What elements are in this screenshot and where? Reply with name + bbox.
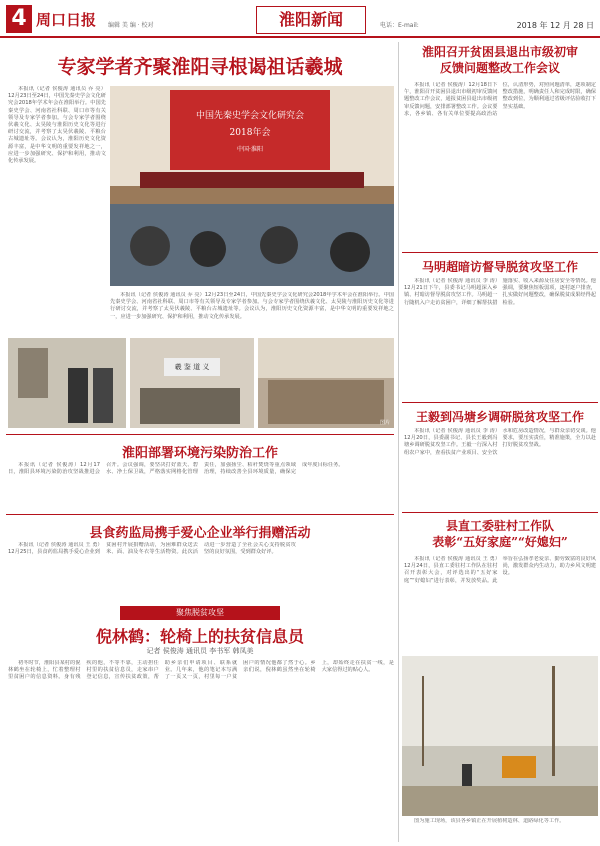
- review-headline: 淮阳召开贫困县退出市级初审 反馈问题整改工作会议: [421, 45, 578, 75]
- commendation-body: 本报讯（记者 侯俊涛 通讯员 王 勇）12月24日，县直工委驻村工作队在驻村召开表彰大会，对评选出的“五好家庭”“好媳妇”进行表彰，并发放奖品。此举旨在弘扬孝老爱亲、勤劳致富的良好风尚，激发群众内生动力，助力乡风文明建设。: [404, 556, 596, 584]
- page-number: 4: [6, 5, 32, 33]
- conference-photo: [110, 86, 394, 286]
- survey-body: 本报讯（记者 侯俊涛 通讯员 李 涛）12月20日，县委副书记、县长王毅到冯塘乡调研脱贫攻坚工作。王毅一行深入村组农户家中，查看扶贫产业项目、安全饮水和危房改造情况，与群众亲切交谈。他要求，要压实责任，精准施策，全力以赴打好脱贫攻坚战。: [404, 428, 596, 456]
- commendation-headline: 县直工委驻村工作队 表彰“五好家庭”“好媳妇”: [432, 519, 568, 549]
- editor-meta: 编辑 美 编 · 校对: [108, 22, 154, 29]
- pollution-body: 本报讯（记者 侯俊涛）12月17日，淮阳县环境污染防治攻坚战推进会召开。会议强调，要坚决打好蓝天、碧水、净土保卫战，严格落实网格化管理责任，加强扬尘、秸秆焚烧等重点领域治理，持续改善全县环境质量，确保完成年度目标任务。: [8, 462, 344, 476]
- feature-tag: 聚焦脱贫攻坚: [120, 606, 280, 620]
- main-headline: 专家学者齐聚淮阳寻根谒祖话羲城: [57, 56, 343, 78]
- main-body-col1: 本报讯（记者 侯俊涛 通讯员 乔 亮）12月23日至24日，中国先秦史学会文化研究会2018年学术年会在淮阳举行。中国先秦史学会、河南省社科联、周口市等有关领导及专家学者参加。与会专家学者围绕伏羲文化、太昊陵与淮阳历史文化等进行研讨交流，并考察了太昊伏羲陵、平粮台古城遗址等。会议认为，淮阳历史文化资源丰富，是中华文明的重要发祥地之一，应进一步加强研究、保护和利用，推动文化传承发展。: [8, 86, 106, 165]
- review-body: 本报讯（记者 侯俊涛）12月18日下午，淮阳召开贫困县退出市级初审反馈问题整改工作会议，通报贫困县退出市级初审反馈问题，安排部署整改工作。会议要求，各乡镇、各有关单位要提高政治站位，认清形势，对照问题清单，逐项制定整改措施，明确责任人和完成时限，确保整改到位，为顺利通过省级评估验收打下坚实基础。: [404, 82, 596, 117]
- inscription-plaque: 羲 鉴 道 义: [164, 358, 220, 376]
- survey-headline: 王毅到冯塘乡调研脱贫攻坚工作: [415, 410, 584, 424]
- donation-headline: 县食药监局携手爱心企业举行捐赠活动: [89, 526, 311, 541]
- paper-name: 周口日报: [36, 11, 97, 29]
- visit-photo: [130, 338, 254, 428]
- construction-photo: [402, 656, 598, 816]
- ruins-photo: 图片: [258, 338, 394, 428]
- pollution-headline: 淮阳部署环境污染防治工作: [121, 446, 278, 461]
- conference-banner: 中国先秦史学会文化研究会 2018年会 中国·淮阳: [170, 90, 330, 170]
- feature-byline: 记者 侯俊涛 通讯员 李书军 韩凤美: [146, 647, 254, 655]
- inspection-headline: 马明超暗访督导脱贫攻坚工作: [421, 260, 578, 274]
- contact-meta: 电话：E-mail:: [380, 22, 419, 29]
- donation-body: 本报讯（记者 侯俊涛 通讯员 王 勇）12月25日，县食药监局携手爱心企业到贫困村开展捐赠活动，为困难群众送去米、面、油及冬衣等生活物资。此次活动进一步营造了全社会关心支持脱贫攻坚的良好氛围，受到群众好评。: [8, 542, 296, 556]
- feature-body: 初冬时节，淮阳县某村的倪林鹤坐在轮椅上，忙着整理村里贫困户的信息资料。身有残疾的他，不等不靠，主动担任村里的扶贫信息员，走家串户登记信息，宣传扶贫政策，帮助乡亲们申请项目、联系就业。几年来，他的笔记本写满了一页又一页，村里每一户贫困户的情况他都了然于心。乡亲们说，倪林鹤虽然坐在轮椅上，却始终走在扶贫一线，是大家信得过的贴心人。: [8, 660, 394, 681]
- main-body-col2: 本报讯（记者 侯俊涛 通讯员 乔 亮）12月23日至24日，中国先秦史学会文化研究会2018年学术年会在淮阳举行。中国先秦史学会、河南省社科联、周口市等有关领导及专家学者参加。与会专家学者围绕伏羲文化、太昊陵与淮阳历史文化等进行研讨交流，并考察了太昊伏羲陵、平粮台古城遗址等。会议认为，淮阳历史文化资源丰富，是中华文明的重要发祥地之一，应进一步加强研究、保护和利用，推动文化传承发展。: [110, 292, 394, 320]
- exhibition-photo: [8, 338, 126, 428]
- section-title: 淮阳新闻: [256, 6, 366, 34]
- feature-headline: 倪林鹤：轮椅上的扶贫信息员: [95, 627, 304, 646]
- construction-caption: 图为施工现场，该县各乡镇正在开展植树造林、道路绿化等工作。: [414, 818, 565, 824]
- inspection-body: 本报讯（记者 侯俊涛 通讯员 李 涛）12月21日下午，县委书记马明超深入乡镇、村暗访督导脱贫攻坚工作。马明超一行随机入户走访贫困户，详细了解帮扶措施落实、收入来源及住房安全等情况。他强调，要聚焦短板弱项，逐村逐户排查，扎实做好问题整改，确保脱贫成果经得起检验。: [404, 278, 596, 306]
- issue-date: 2018 年 12 月 28 日: [516, 21, 594, 30]
